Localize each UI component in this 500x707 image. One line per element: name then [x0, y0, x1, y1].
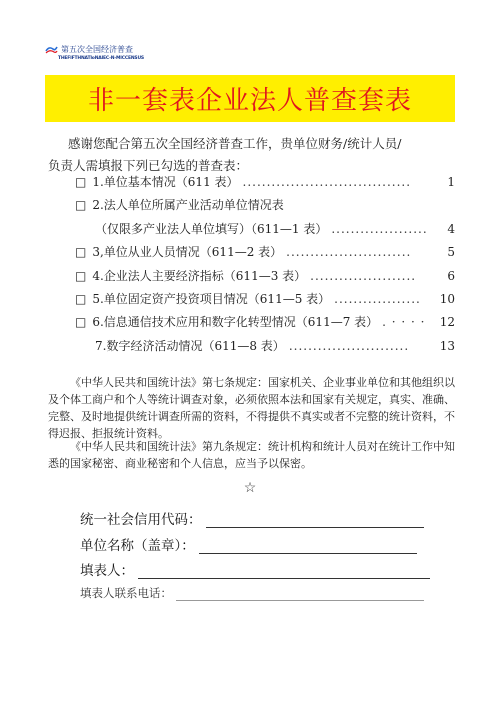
- page-number: 10: [439, 291, 455, 306]
- filler-phone-input-line[interactable]: [176, 590, 424, 601]
- checklist-item[interactable]: [75, 290, 455, 313]
- census-logo-row: [45, 44, 144, 55]
- filler-input-line[interactable]: [138, 564, 430, 579]
- checklist-item[interactable]: [75, 267, 455, 290]
- checklist-label: 2.法人单位所属产业活动单位情况表: [92, 198, 284, 213]
- checklist-label: 3,单位从业人员情况（611—2 表）: [92, 245, 283, 260]
- page-number: 4: [447, 221, 455, 236]
- census-header: [45, 44, 144, 61]
- checklist-label: 6.信息通信技术应用和数字化转型情况（611—7 表）: [92, 315, 379, 330]
- checkbox[interactable]: □: [75, 245, 87, 260]
- statistics-law-article-7: 《中华人民共和国统计法》第七条规定：国家机关、企业事业单位和其他组织以及个体工商户和个人等统计调查对象，必须依照本法和国家有关规定，真实、准确、完整、及时地提供统计调查所需的资料，不得提供不真实或者不完整的统计资料，不得迟报、拒报统计资料。: [48, 376, 455, 440]
- checklist-item[interactable]: [75, 173, 455, 196]
- checklist-item[interactable]: [75, 196, 455, 219]
- filler-label: 填表人：: [80, 563, 134, 579]
- census-name-en: THEFIFTHNATIoNAIEC-N-MICCENSUS: [58, 56, 144, 61]
- form-checklist: [75, 173, 455, 360]
- credit-code-input-line[interactable]: [206, 513, 424, 528]
- checklist-item[interactable]: [75, 337, 455, 360]
- page-number: 12: [439, 315, 455, 330]
- checklist-label: 5.单位固定资产投资项目情况（611—5 表）: [92, 291, 331, 306]
- unit-name-field[interactable]: [80, 534, 417, 554]
- checklist-item[interactable]: [75, 243, 455, 266]
- checklist-label: 7.数字经济活动情况（611—8 表）: [95, 338, 285, 353]
- leader-dots: ..........................: [286, 245, 412, 260]
- filler-phone-field[interactable]: [80, 585, 424, 601]
- unit-name-label: 单位名称（盖章）：: [80, 538, 195, 554]
- leader-dots: . · · · ·: [382, 315, 426, 330]
- page-number: 5: [447, 245, 455, 260]
- filler-phone-label: 填表人联系电话：: [80, 586, 172, 600]
- checkbox[interactable]: □: [75, 175, 87, 189]
- intro-text: [48, 133, 458, 177]
- intro-line-2: 负责人需填报下列已勾选的普查表：: [48, 158, 249, 173]
- page-number: 6: [447, 268, 455, 283]
- checkbox[interactable]: □: [75, 198, 87, 213]
- checklist-label: 1.单位基本情况（611 表）: [92, 175, 239, 189]
- census-logo-icon: [45, 44, 58, 55]
- checklist-item[interactable]: [75, 313, 455, 336]
- statistics-law-article-9: 《中华人民共和国统计法》第九条规定：统计机构和统计人员对在统计工作中知悉的国家秘密、商业秘密和个人信息，应当予以保密。: [48, 440, 455, 470]
- leader-dots: .........................: [288, 338, 410, 353]
- page-number: 1: [447, 175, 455, 189]
- unit-name-input-line[interactable]: [199, 539, 417, 554]
- checkbox[interactable]: □: [75, 315, 87, 330]
- leader-dots: ......................: [310, 268, 417, 283]
- credit-code-label: 统一社会信用代码：: [80, 512, 202, 528]
- page-number: 13: [439, 338, 455, 353]
- checklist-item-continuation: [75, 220, 455, 243]
- checkbox[interactable]: □: [75, 268, 87, 283]
- leader-dots: ....................: [331, 221, 428, 236]
- leader-dots: ...................................: [242, 175, 412, 189]
- filler-field[interactable]: [80, 559, 430, 579]
- title-banner: [45, 75, 455, 122]
- star-icon: ☆: [243, 480, 257, 496]
- intro-line-1: 感谢您配合第五次全国经济普查工作，贵单位财务/统计人员/: [68, 136, 402, 151]
- leader-dots: ..................: [334, 291, 421, 306]
- credit-code-field[interactable]: [80, 508, 424, 528]
- page-title: 非一套表企业法人普查套表: [87, 86, 412, 116]
- census-name: 第五次全国经济普查: [61, 45, 133, 54]
- checkbox[interactable]: □: [75, 291, 87, 306]
- checklist-label: （仅限多产业法人单位填写）（611—1 表）: [95, 221, 328, 236]
- checklist-label: 4.企业法人主要经济指标（611—3 表）: [92, 268, 307, 283]
